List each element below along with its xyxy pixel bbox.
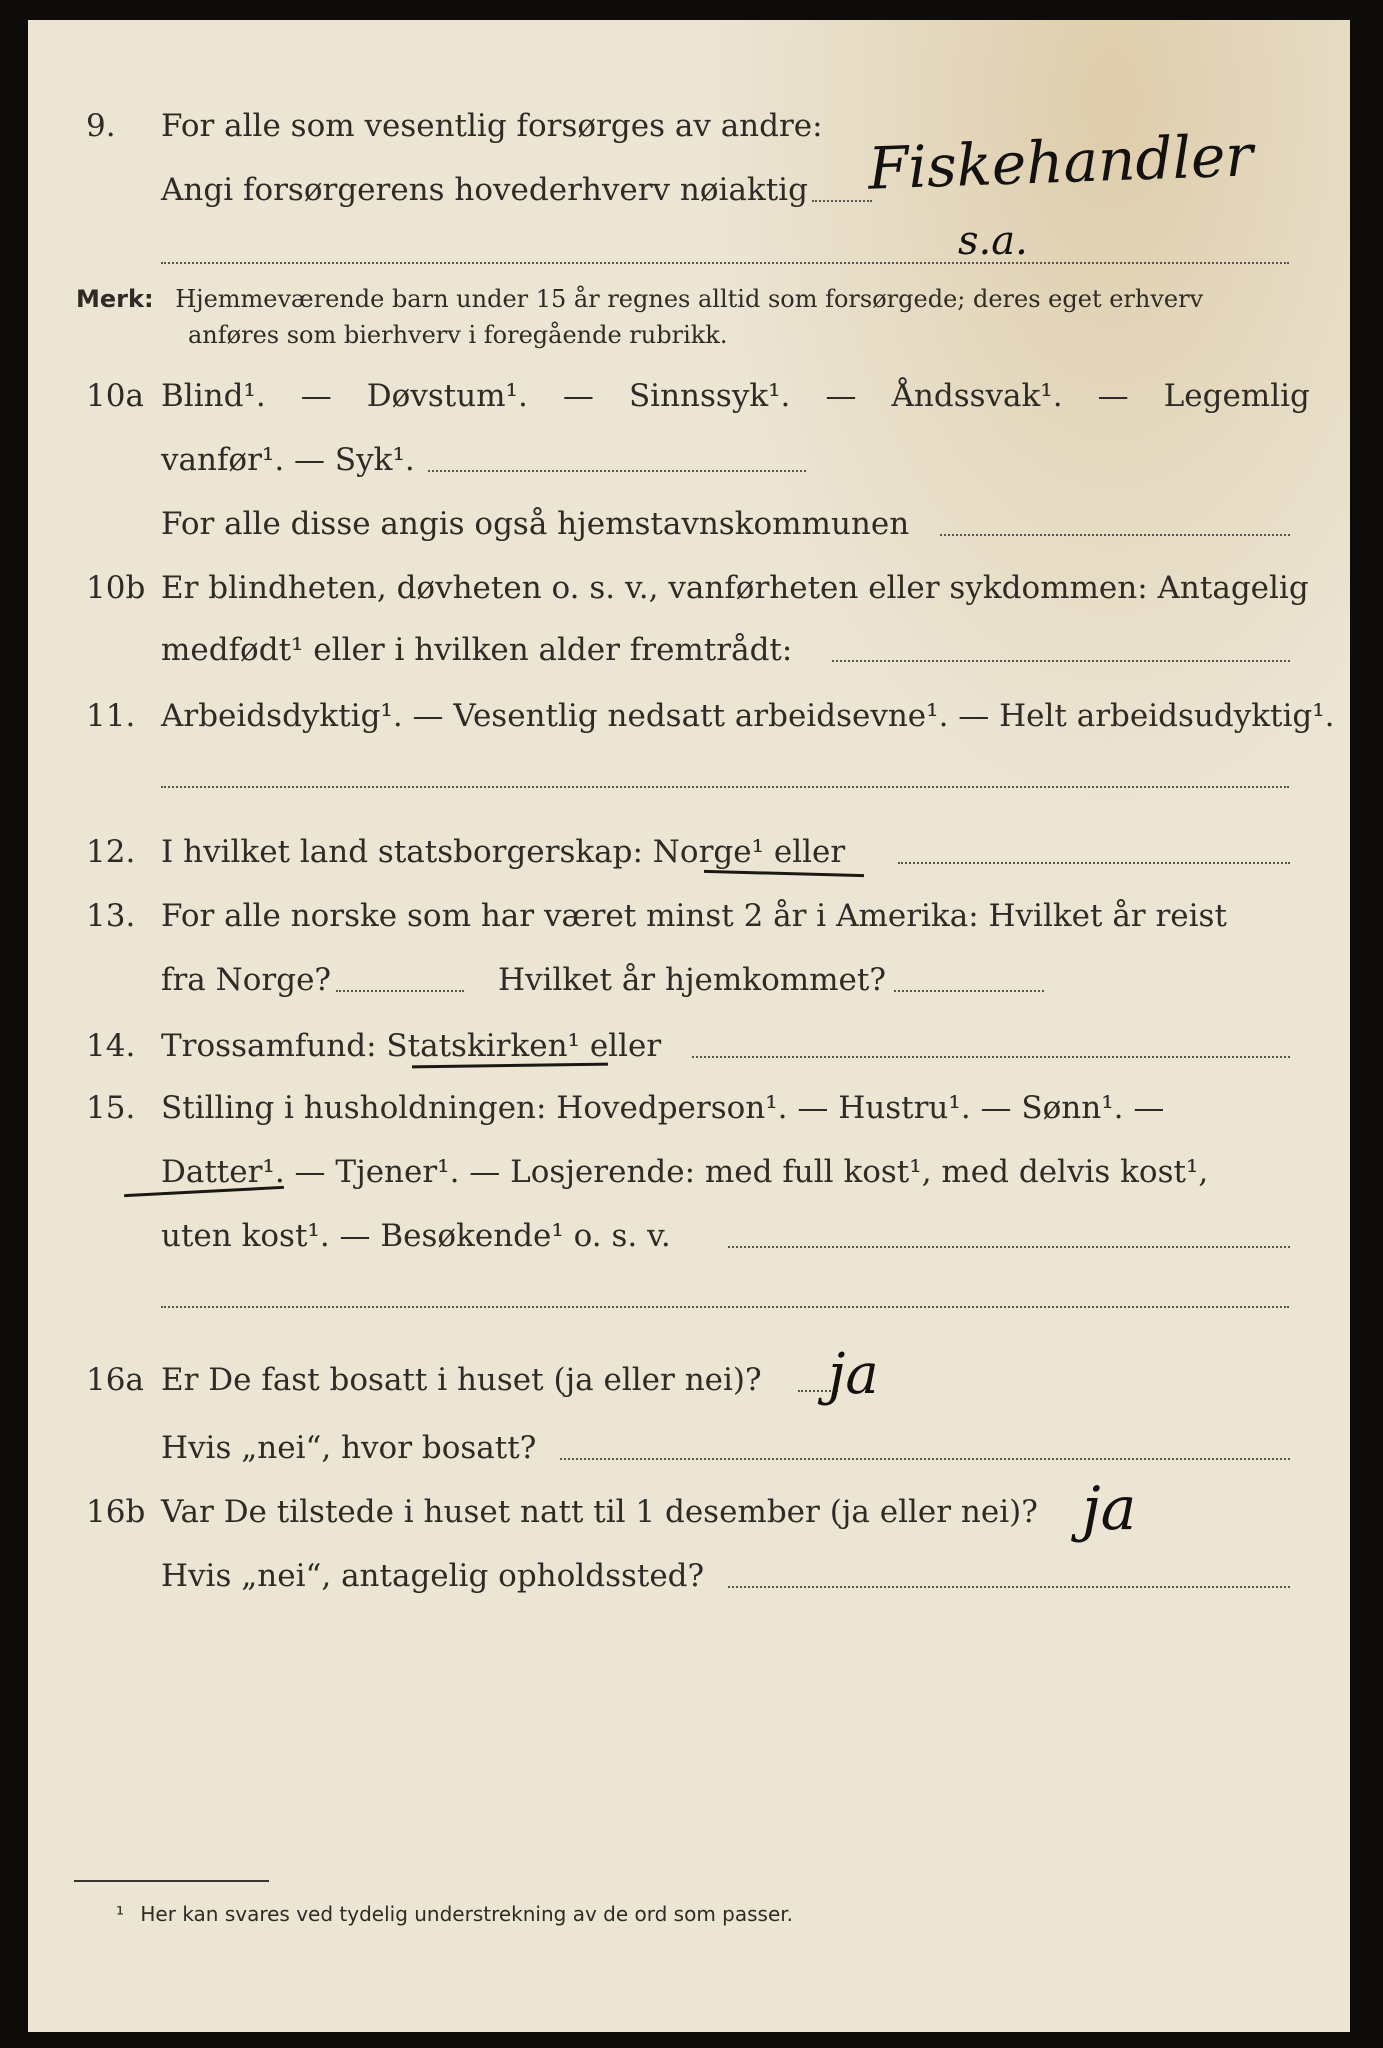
question-14: [28, 1026, 1350, 1066]
question-text: Var De tilstede i huset natt til 1 desember (ja eller nei)?: [161, 1494, 1038, 1530]
handwritten-answer: Fiskehandler: [866, 121, 1255, 203]
footnote: [116, 1902, 793, 1926]
separator: —: [300, 378, 332, 414]
answer-dotted-line: [940, 534, 1290, 536]
footnote-text: Her kan svares ved tydelig understrekning av de ord som passer.: [140, 1902, 794, 1926]
question-number: 16b: [86, 1494, 146, 1530]
note-text: anføres som bierhverv i foregående rubrikk.: [188, 321, 728, 349]
answer-dotted-line: [894, 990, 1044, 992]
question-text: fra Norge?: [161, 962, 332, 998]
question-text: Er blindheten, døvheten o. s. v., vanførheten eller sykdommen: Antagelig: [161, 570, 1309, 606]
answer-dotted-line: [161, 786, 1289, 788]
footnote-rule: [74, 1880, 269, 1882]
question-text: [161, 376, 1310, 416]
answer-dotted-line: [832, 660, 1290, 662]
footnote-mark: ¹: [116, 1902, 125, 1926]
question-text: uten kost¹. — Besøkende¹ o. s. v.: [161, 1218, 671, 1254]
question-16b: [28, 1492, 1350, 1532]
question-number: 14.: [86, 1028, 136, 1064]
question-text: Datter¹. — Tjener¹. — Losjerende: med full kost¹, med delvis kost¹,: [161, 1154, 1209, 1190]
question-text: I hvilket land statsborgerskap: Norge¹ eller: [161, 834, 846, 870]
handwritten-answer-note: s.a.: [958, 218, 1028, 264]
option-word: Sinnssyk¹.: [628, 378, 791, 414]
question-text: Stilling i husholdningen: Hovedperson¹. — Hustru¹. — Sønn¹. —: [161, 1090, 1165, 1126]
question-number: 13.: [86, 898, 136, 934]
note-merk-line2: [188, 318, 727, 352]
question-text: Trossamfund: Statskirken¹ eller: [161, 1028, 662, 1064]
question-13-line2: [28, 960, 1350, 1000]
question-text: For alle som vesentlig forsørges av andre:: [161, 108, 823, 144]
handwritten-answer: ja: [1082, 1474, 1137, 1544]
answer-dotted-line: [161, 262, 1289, 264]
question-10a-line2: [28, 440, 1350, 480]
question-text: Hvis „nei“, hvor bosatt?: [161, 1430, 537, 1466]
answer-dotted-line: [428, 470, 806, 472]
question-10a: [28, 376, 1350, 416]
question-10a-line3: [28, 504, 1350, 544]
answer-dotted-line: [812, 200, 872, 202]
answer-dotted-line: [728, 1586, 1290, 1588]
note-label: Merk:: [76, 285, 154, 313]
question-text: Er De fast bosatt i huset (ja eller nei)?: [161, 1362, 762, 1398]
question-number: 15.: [86, 1090, 136, 1126]
answer-dotted-line: [898, 862, 1290, 864]
question-10b-line2: [28, 630, 1350, 670]
question-text: medfødt¹ eller i hvilken alder fremtrådt:: [161, 632, 793, 668]
question-text: Hvilket år hjemkommet?: [498, 962, 886, 998]
question-number: 9.: [86, 108, 116, 144]
question-15-line2: [28, 1152, 1350, 1192]
census-form-page: [28, 20, 1350, 2032]
separator: —: [562, 378, 594, 414]
question-text: For alle disse angis også hjemstavnskommunen: [161, 506, 910, 542]
question-13: [28, 896, 1350, 936]
question-15: [28, 1088, 1350, 1128]
question-16b-line2: [28, 1556, 1350, 1596]
option-word: Døvstum¹.: [366, 378, 528, 414]
option-word: Blind¹.: [161, 378, 266, 414]
question-text: Angi forsørgerens hovederhverv nøiaktig: [161, 172, 808, 208]
question-16a: [28, 1360, 1350, 1400]
answer-dotted-line: [560, 1458, 1290, 1460]
question-number: 16a: [86, 1362, 144, 1398]
question-number: 12.: [86, 834, 136, 870]
question-number: 11.: [86, 698, 136, 734]
question-text: Arbeidsdyktig¹. — Vesentlig nedsatt arbeidsevne¹. — Helt arbeidsudyktig¹.: [161, 698, 1335, 734]
separator: —: [1097, 378, 1129, 414]
question-15-line3: [28, 1216, 1350, 1256]
handwritten-answer: ja: [828, 1342, 879, 1407]
question-text: For alle norske som har været minst 2 år i Amerika: Hvilket år reist: [161, 898, 1227, 934]
question-10b: [28, 568, 1350, 608]
answer-dotted-line: [728, 1246, 1290, 1248]
note-text: Hjemmeværende barn under 15 år regnes alltid som forsørgede; deres eget erhverv: [175, 285, 1204, 313]
option-word: Legemlig: [1163, 378, 1310, 414]
option-word: Åndssvak¹.: [891, 378, 1063, 414]
question-12: [28, 832, 1350, 872]
answer-dotted-line: [336, 990, 464, 992]
answer-dotted-line: [692, 1056, 1290, 1058]
question-number: 10b: [86, 570, 146, 606]
question-number: 10a: [86, 378, 144, 414]
note-merk: [76, 282, 1203, 316]
question-11: [28, 696, 1350, 736]
question-text: Hvis „nei“, antagelig opholdssted?: [161, 1558, 705, 1594]
separator: —: [825, 378, 857, 414]
question-text: vanfør¹. — Syk¹.: [161, 442, 415, 478]
question-16a-line2: [28, 1428, 1350, 1468]
answer-dotted-line: [161, 1306, 1289, 1308]
